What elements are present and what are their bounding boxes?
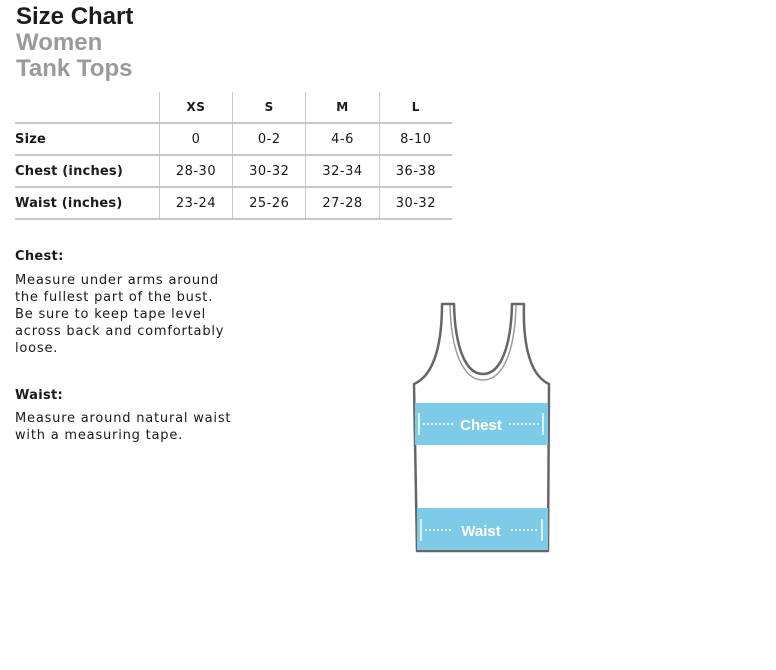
table-cell: 23-24 [159, 187, 232, 219]
table-cell: 0-2 [233, 123, 306, 155]
column-header-s: S [233, 92, 306, 123]
table-corner-cell [15, 92, 159, 123]
chest-instructions [15, 272, 265, 357]
chest-instruction-line: across back and comfortably [15, 324, 225, 339]
table-row-size [15, 123, 452, 155]
chest-band-label: Chest [460, 417, 502, 434]
column-header-xs: XS [159, 92, 232, 123]
table-cell: 30-32 [233, 155, 306, 187]
table-cell: 25-26 [233, 187, 306, 219]
waist-instructions [15, 410, 265, 444]
column-header-m: M [306, 92, 379, 123]
table-cell: 0 [159, 123, 232, 155]
table-header-row [15, 92, 452, 123]
product-subtitle: Tank Tops [16, 55, 133, 82]
table-cell: 30-32 [379, 187, 452, 219]
chest-heading: Chest: [15, 249, 64, 264]
chest-instruction-line: loose. [15, 341, 59, 356]
category-subtitle: Women [16, 29, 103, 56]
size-table [15, 92, 452, 220]
table-cell: 32-34 [306, 155, 379, 187]
table-cell: 4-6 [306, 123, 379, 155]
table-cell: 27-28 [306, 187, 379, 219]
table-cell: 36-38 [379, 155, 452, 187]
chest-instruction-line: Be sure to keep tape level [15, 307, 207, 322]
table-cell: 28-30 [159, 155, 232, 187]
table-row-chest [15, 155, 452, 187]
waist-instruction-line: with a measuring tape. [15, 428, 184, 443]
waist-instruction-line: Measure around natural waist [15, 411, 232, 426]
chest-instruction-line: the fullest part of the bust. [15, 290, 214, 305]
page-title: Size Chart [16, 3, 134, 30]
tank-top-diagram [405, 296, 565, 558]
column-header-l: L [379, 92, 452, 123]
waist-band-label: Waist [461, 523, 501, 540]
chest-instruction-line: Measure under arms around [15, 273, 219, 288]
waist-heading: Waist: [15, 388, 64, 403]
table-cell: 8-10 [379, 123, 452, 155]
tank-top-illustration [405, 296, 565, 558]
row-label-size: Size [15, 123, 159, 155]
row-label-waist: Waist (inches) [15, 187, 159, 219]
table-row-waist [15, 187, 452, 219]
row-label-chest: Chest (inches) [15, 155, 159, 187]
